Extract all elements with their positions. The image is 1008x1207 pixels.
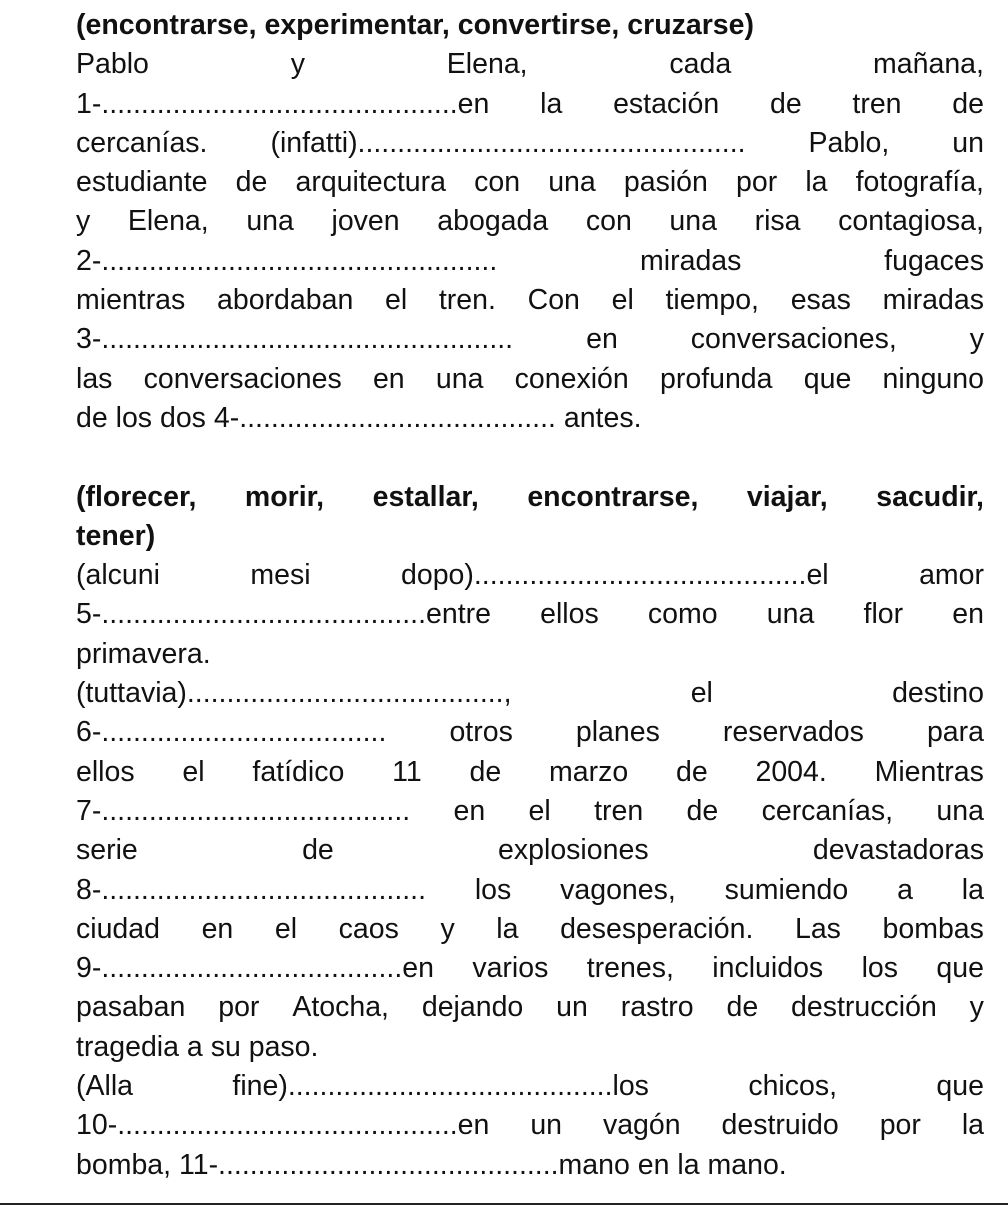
word: un xyxy=(530,1109,563,1142)
word: estación xyxy=(613,87,720,120)
text-line xyxy=(76,281,984,320)
word: 4-........................................ xyxy=(213,401,564,434)
word: en xyxy=(453,794,486,827)
word: el xyxy=(611,284,634,317)
text-line xyxy=(76,124,984,163)
word: sumiendo xyxy=(724,873,849,906)
word: convertirse, xyxy=(457,9,628,41)
text-line xyxy=(76,517,984,556)
word: que xyxy=(803,362,852,395)
word: una xyxy=(548,166,596,199)
word: amor xyxy=(919,559,984,592)
word: arquitectura xyxy=(295,166,446,199)
word: sacudir, xyxy=(876,480,984,513)
word: morir, xyxy=(244,480,325,513)
word: en xyxy=(637,1148,678,1181)
word: por xyxy=(736,166,778,199)
word: antes. xyxy=(563,401,642,434)
word: a xyxy=(186,1030,211,1063)
text-line xyxy=(76,478,984,517)
word: ellos xyxy=(540,598,599,631)
word: una xyxy=(246,205,294,238)
word: para xyxy=(926,716,984,749)
word: Pablo, xyxy=(808,126,890,159)
word: destruido xyxy=(721,1109,839,1142)
word: cercanías. xyxy=(76,126,208,159)
word: mano. xyxy=(707,1148,787,1181)
word: pasión xyxy=(623,166,708,199)
word: mañana, xyxy=(873,48,984,81)
word: risa xyxy=(754,205,801,238)
word: flor xyxy=(863,598,904,631)
word: de xyxy=(769,87,802,120)
word: abordaban xyxy=(217,284,354,317)
word: su xyxy=(210,1030,249,1063)
word: Elena, xyxy=(127,205,209,238)
word: de xyxy=(76,401,116,434)
text-line xyxy=(76,85,984,124)
word: marzo xyxy=(548,755,629,788)
word: en xyxy=(372,362,405,395)
word: reservados xyxy=(722,716,864,749)
word: (infatti)................................................. xyxy=(270,126,746,159)
word: y xyxy=(290,48,305,81)
word: (tuttavia)........................................, xyxy=(76,677,512,710)
word: trenes, xyxy=(586,952,674,985)
text-line xyxy=(76,6,984,45)
blank-line xyxy=(76,438,984,477)
word: el xyxy=(528,794,551,827)
word: fatídico xyxy=(252,755,345,788)
text-line xyxy=(76,635,984,674)
word: fugaces xyxy=(884,244,984,277)
word: 2004. xyxy=(755,755,827,788)
word: de xyxy=(302,834,334,867)
word: el xyxy=(274,912,298,945)
word: con xyxy=(585,205,632,238)
word: planes xyxy=(575,716,660,749)
text-line xyxy=(76,988,984,1027)
word: dos xyxy=(159,401,214,434)
text-line xyxy=(76,1146,984,1185)
word: destino xyxy=(892,677,984,710)
word: ciudad xyxy=(76,912,160,945)
word: bomba, xyxy=(76,1148,179,1181)
word: (encontrarse, xyxy=(76,9,265,41)
word: (florecer, xyxy=(76,480,197,513)
text-line xyxy=(76,399,984,438)
word: en xyxy=(586,323,618,356)
word: cada xyxy=(669,48,732,81)
word: pasaban xyxy=(76,991,186,1024)
text-line xyxy=(76,202,984,241)
word: conversaciones xyxy=(143,362,342,395)
text-line xyxy=(76,871,984,910)
word: fotografía, xyxy=(855,166,984,199)
word: Atocha, xyxy=(292,991,389,1024)
word: los xyxy=(474,873,512,906)
word: tener) xyxy=(76,519,156,552)
word: una xyxy=(435,362,484,395)
exercise-document xyxy=(76,6,984,1185)
word: Elena, xyxy=(446,48,528,81)
word: ninguno xyxy=(882,362,984,395)
word: primavera. xyxy=(76,637,211,670)
word: Con xyxy=(527,284,580,317)
word: paso. xyxy=(248,1030,319,1063)
word: conversaciones, xyxy=(690,323,897,356)
word: con xyxy=(474,166,521,199)
word: devastadoras xyxy=(812,834,984,867)
word: serie xyxy=(76,834,138,867)
word: a xyxy=(897,873,913,906)
bottom-divider xyxy=(0,1203,1008,1205)
word: vagón xyxy=(602,1109,681,1142)
word: conexión xyxy=(514,362,629,395)
word: 11-...........................................mano xyxy=(178,1148,638,1181)
word: tren xyxy=(594,794,644,827)
word: por xyxy=(218,991,260,1024)
word: y xyxy=(76,205,91,238)
word: los xyxy=(115,401,160,434)
text-line xyxy=(76,831,984,870)
text-line xyxy=(76,674,984,713)
word: encontrarse, xyxy=(527,480,699,513)
word: mientras xyxy=(76,284,186,317)
word: de xyxy=(469,755,502,788)
word: Mientras xyxy=(874,755,984,788)
word: ellos xyxy=(76,755,135,788)
word: tragedia xyxy=(76,1030,187,1063)
word: 1-.............................................en xyxy=(76,87,490,120)
word: las xyxy=(76,362,113,395)
word: 10-...........................................en xyxy=(76,1109,490,1142)
word: la xyxy=(496,912,519,945)
word: cruzarse) xyxy=(627,9,754,41)
word: destrucción xyxy=(791,991,937,1024)
word: 8-......................................... xyxy=(76,873,426,906)
word: 7-....................................... xyxy=(76,794,411,827)
text-line xyxy=(76,1106,984,1145)
word: 6-.................................... xyxy=(76,716,387,749)
word: dejando xyxy=(421,991,524,1024)
word: que xyxy=(936,1070,984,1103)
text-line xyxy=(76,360,984,399)
word: rastro xyxy=(620,991,694,1024)
word: profunda xyxy=(660,362,773,395)
word: de xyxy=(686,794,719,827)
word: esas xyxy=(790,284,851,317)
word: de xyxy=(952,87,984,120)
word: 11 xyxy=(392,755,422,788)
word: chicos, xyxy=(748,1070,838,1103)
word: de xyxy=(235,166,268,199)
word: dopo)..........................................el xyxy=(401,559,829,592)
word: 3-.................................................... xyxy=(76,323,514,356)
word: joven xyxy=(331,205,400,238)
text-line xyxy=(76,910,984,949)
word: el xyxy=(690,677,713,710)
text-line xyxy=(76,242,984,281)
word: la xyxy=(961,1109,984,1142)
word: tren. xyxy=(438,284,496,317)
word: (Alla xyxy=(76,1070,134,1103)
text-line xyxy=(76,320,984,359)
text-line xyxy=(76,792,984,831)
text-line xyxy=(76,595,984,634)
word: bombas xyxy=(882,912,984,945)
word: abogada xyxy=(437,205,549,238)
text-line xyxy=(76,45,984,84)
text-line xyxy=(76,1067,984,1106)
word: Pablo xyxy=(76,48,149,81)
word: desesperación. xyxy=(560,912,754,945)
word: la xyxy=(961,873,984,906)
word: y xyxy=(969,991,984,1024)
word: (alcuni xyxy=(76,559,160,592)
word: caos xyxy=(338,912,399,945)
text-line xyxy=(76,1028,984,1067)
word: un xyxy=(952,126,984,159)
word: en xyxy=(952,598,984,631)
word: un xyxy=(556,991,588,1024)
word: experimentar, xyxy=(264,9,458,41)
word: estallar, xyxy=(372,480,479,513)
text-line xyxy=(76,163,984,202)
word: el xyxy=(182,755,205,788)
text-line xyxy=(76,753,984,792)
word: de xyxy=(726,991,759,1024)
word: cercanías, xyxy=(761,794,894,827)
word: la xyxy=(677,1148,708,1181)
word: el xyxy=(385,284,408,317)
word: fine).........................................los xyxy=(232,1070,649,1103)
word: que xyxy=(936,952,984,985)
text-line xyxy=(76,556,984,595)
word: miradas xyxy=(640,244,742,277)
word: estudiante xyxy=(76,166,208,199)
text-line xyxy=(76,949,984,988)
word: una xyxy=(669,205,717,238)
word: tiempo, xyxy=(665,284,759,317)
word: miradas xyxy=(882,284,984,317)
word: la xyxy=(540,87,563,120)
word: mesi xyxy=(250,559,311,592)
word: contagiosa, xyxy=(838,205,984,238)
word: tren xyxy=(852,87,902,120)
word: los xyxy=(861,952,899,985)
word: una xyxy=(936,794,984,827)
word: viajar, xyxy=(746,480,828,513)
word: 2-.................................................. xyxy=(76,244,498,277)
word: por xyxy=(879,1109,921,1142)
word: varios xyxy=(472,952,549,985)
word: como xyxy=(647,598,718,631)
word: 9-......................................en xyxy=(76,952,434,985)
word: vagones, xyxy=(560,873,676,906)
text-line xyxy=(76,713,984,752)
word: la xyxy=(805,166,828,199)
word: una xyxy=(766,598,815,631)
word: Las xyxy=(794,912,841,945)
word: 5-.........................................entre xyxy=(76,598,491,631)
word: otros xyxy=(449,716,513,749)
word: en xyxy=(201,912,234,945)
word: y xyxy=(969,323,984,356)
word: explosiones xyxy=(498,834,649,867)
word: de xyxy=(675,755,708,788)
word: y xyxy=(440,912,455,945)
word: incluidos xyxy=(712,952,824,985)
